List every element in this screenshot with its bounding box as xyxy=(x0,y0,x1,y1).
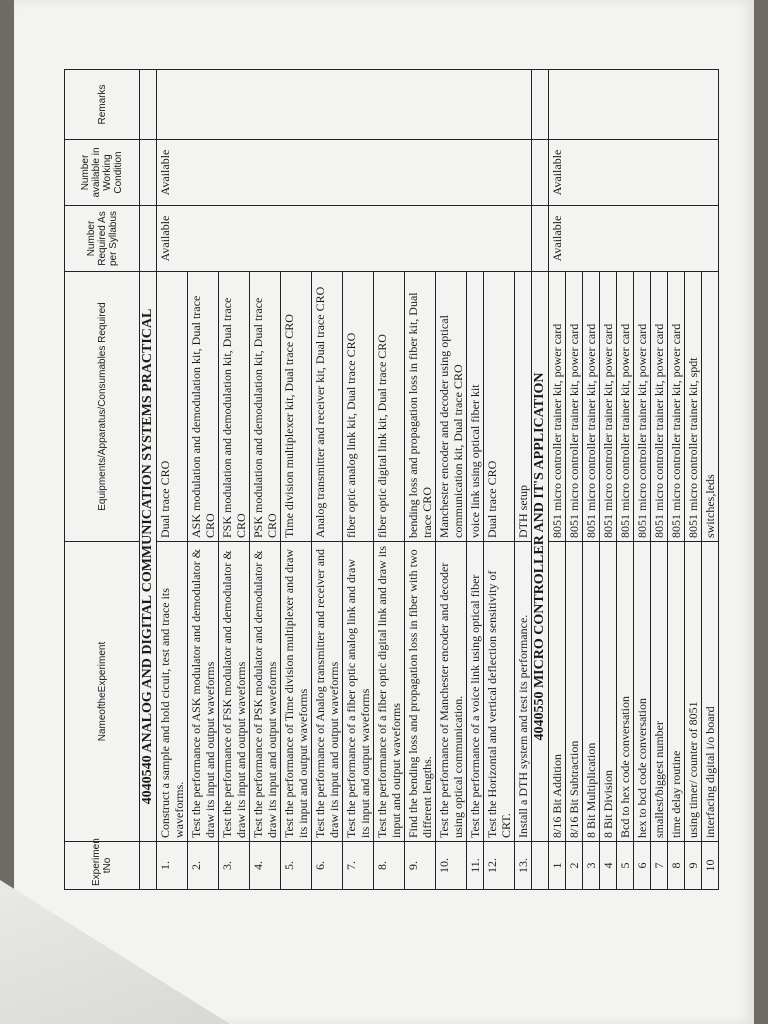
experiment-number: 8. xyxy=(374,842,405,890)
empty-cell xyxy=(532,206,549,272)
experiment-number: 7 xyxy=(651,842,668,890)
experiment-name: Test the performance of a fiber optic digital link and draw its input and output waveforms xyxy=(374,542,405,842)
section-title: 4040540 ANALOG AND DIGITAL COMMUNICATION SYSTEMS PRACTICAL xyxy=(140,272,157,842)
empty-cell xyxy=(532,140,549,206)
header-no: Experimen tNo xyxy=(65,842,140,890)
experiment-name: Install a DTH system and test its performance. xyxy=(515,542,532,842)
experiment-number: 1 xyxy=(549,842,566,890)
empty-cell xyxy=(532,70,549,140)
experiment-name: Test the performance of Time division multiplexer and draw its input and output waveforms xyxy=(281,542,312,842)
table-row xyxy=(157,70,188,890)
equipment-required: switches,leds xyxy=(702,272,719,542)
equipment-required: Analog transmitter and receiver kit, Dual trace CRO xyxy=(312,272,343,542)
section-title: 4040550 MICRO CONTROLLER AND IT'S APPLICATION xyxy=(532,272,549,842)
equipment-required: ASK modulation and demodulation kit, Dual trace CRO xyxy=(188,272,219,542)
experiment-name: 8/16 Bit Subtraction xyxy=(566,542,583,842)
section-title-row xyxy=(532,70,549,890)
experiment-name: Test the performance of ASK modulator and demodulator & draw its input and output waveforms xyxy=(188,542,219,842)
experiment-number: 10 xyxy=(702,842,719,890)
number-required: Available xyxy=(157,206,532,272)
equipment-required: 8051 micro controller trainer kit, power card xyxy=(634,272,651,542)
experiment-name: Test the performance of Analog transmitter and receiver and draw its input and output waveforms xyxy=(312,542,343,842)
equipment-required: voice link using optical fiber kit xyxy=(467,272,484,542)
equipment-required: 8051 micro controller trainer kit, spdt xyxy=(685,272,702,542)
experiment-name: Test the performance of Manchester encoder and decoder using optical communication. xyxy=(436,542,467,842)
equipment-required: DTH setup xyxy=(515,272,532,542)
experiment-name: Test the performance of a voice link using optical fiber xyxy=(467,542,484,842)
remarks-cell xyxy=(549,70,719,140)
section-spacer xyxy=(532,842,549,890)
experiment-name: Construct a sample and hold cicuit, test and trace its waveforms. xyxy=(157,542,188,842)
equipment-required: 8051 micro controller trainer kit, power card xyxy=(668,272,685,542)
experiment-name: Test the performance of a fiber optic analog link and draw its input and output waveforms xyxy=(343,542,374,842)
experiment-number: 3 xyxy=(583,842,600,890)
empty-cell xyxy=(140,140,157,206)
remarks-cell xyxy=(157,70,532,140)
equipment-required: Dual trace CRO xyxy=(484,272,515,542)
equipment-required: PSK modulation and demodulation kit, Dual trace CRO xyxy=(250,272,281,542)
experiment-number: 6 xyxy=(634,842,651,890)
header-name: NameoftheExperiment xyxy=(65,542,140,842)
empty-cell xyxy=(140,206,157,272)
header-required: Number Required As per Syllabus xyxy=(65,206,140,272)
section-spacer xyxy=(140,842,157,890)
rotated-table-container xyxy=(64,62,717,962)
empty-cell xyxy=(140,70,157,140)
experiment-number: 2. xyxy=(188,842,219,890)
header-row xyxy=(65,70,140,890)
number-available: Available xyxy=(157,140,532,206)
experiment-name: 8 Bit Multiplication xyxy=(583,542,600,842)
experiment-name: Test the performance of PSK modulator and demodulator & draw its input and output waveforms xyxy=(250,542,281,842)
equipment-required: fiber optic digital link kit, Dual trace CRO xyxy=(374,272,405,542)
experiment-name: time delay routine xyxy=(668,542,685,842)
experiment-name: 8/16 Bit Addition xyxy=(549,542,566,842)
equipment-required: 8051 micro controller trainer kit, power card xyxy=(651,272,668,542)
experiment-name: Find the bending loss and propagation loss in fiber with two different lengths. xyxy=(405,542,436,842)
equipment-required: 8051 micro controller trainer kit, power card xyxy=(566,272,583,542)
experiment-number: 8 xyxy=(668,842,685,890)
experiment-number: 9 xyxy=(685,842,702,890)
experiment-number: 5. xyxy=(281,842,312,890)
experiment-name: hex to bcd code conversation xyxy=(634,542,651,842)
experiment-name: 8 Bit Division xyxy=(600,542,617,842)
experiment-number: 3. xyxy=(219,842,250,890)
section-title-row xyxy=(140,70,157,890)
equipment-required: Manchester encoder and decoder using optical communication kit, Dual trace CRO xyxy=(436,272,467,542)
equipment-required: 8051 micro controller trainer kit, power card xyxy=(583,272,600,542)
experiment-number: 5 xyxy=(617,842,634,890)
experiment-name: Bcd to hex code conversation xyxy=(617,542,634,842)
header-remarks: Remarks xyxy=(65,70,140,140)
equipment-required: 8051 micro controller trainer kit, power card xyxy=(549,272,566,542)
experiment-number: 10. xyxy=(436,842,467,890)
equipment-required: bending loss and propagation loss in fiber kit, Dual trace CRO xyxy=(405,272,436,542)
table-row xyxy=(549,70,566,890)
equipment-required: FSK modulation and demodulation kit, Dual trace CRO xyxy=(219,272,250,542)
experiment-number: 11. xyxy=(467,842,484,890)
experiment-number: 4. xyxy=(250,842,281,890)
equipment-required: fiber optic analog link kit, Dual trace CRO xyxy=(343,272,374,542)
experiment-name: smallest/biggest number xyxy=(651,542,668,842)
equipment-required: 8051 micro controller trainer kit, power card xyxy=(600,272,617,542)
experiment-number: 2 xyxy=(566,842,583,890)
experiment-name: Test the Horizontal and vertical deflection sensitivity of CRT. xyxy=(484,542,515,842)
equipment-required: 8051 micro controller trainer kit, power card xyxy=(617,272,634,542)
experiment-number: 1. xyxy=(157,842,188,890)
experiment-number: 13. xyxy=(515,842,532,890)
equipment-required: Time division multiplexer kit, Dual trace CRO xyxy=(281,272,312,542)
header-available: Number available in Working Condition xyxy=(65,140,140,206)
experiment-number: 7. xyxy=(343,842,374,890)
experiment-number: 6. xyxy=(312,842,343,890)
equipment-table xyxy=(64,69,719,890)
number-available: Available xyxy=(549,140,719,206)
experiment-number: 9. xyxy=(405,842,436,890)
experiment-number: 12. xyxy=(484,842,515,890)
experiment-name: using timer/ counter of 8051 xyxy=(685,542,702,842)
experiment-name: Test the performance of FSK modulator and demodulator & draw its input and output waveforms xyxy=(219,542,250,842)
experiment-number: 4 xyxy=(600,842,617,890)
header-equipment: Equipments/Apparatus/Consumables Required xyxy=(65,272,140,542)
experiment-name: interfacing digital i/o board xyxy=(702,542,719,842)
number-required: Available xyxy=(549,206,719,272)
equipment-required: Dual trace CRO xyxy=(157,272,188,542)
